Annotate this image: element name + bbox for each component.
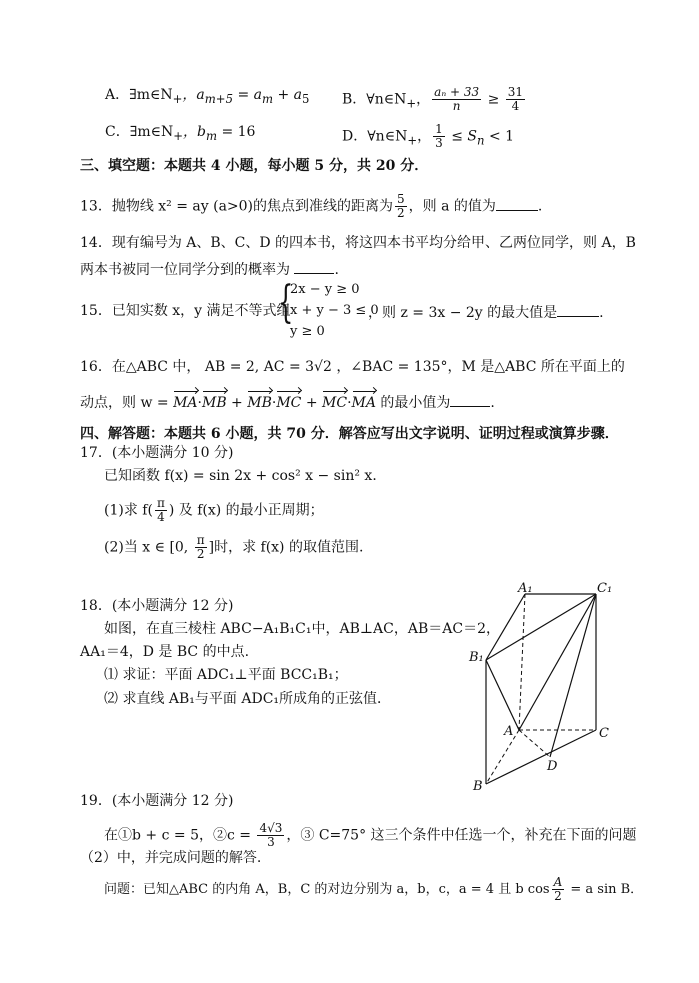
constraint-2: x + y − 3 ≤ 0	[290, 303, 379, 318]
label-c1: C₁	[597, 581, 613, 596]
label-b: B	[473, 779, 483, 794]
option-b: B．$\forall n\in N_+$， $\frac{\text{aₙ + 33}}{n}$ ≥ $\frac{31}{4}$	[342, 85, 524, 113]
question-14-line2: 两本书被同一位同学分到的概率为 .	[80, 259, 339, 279]
answer-blank	[496, 196, 538, 211]
question-19-heading: 19．(本小题满分 12 分)	[80, 793, 234, 809]
question-18-heading: 18．(本小题满分 12 分)	[80, 598, 234, 614]
option-a: A．$\exists m\in N_+$，$a_{m+5} = a_m + a_5$	[105, 87, 310, 106]
question-19-line3: 问题：已知△ABC 的内角 A，B，C 的对边分别为 a，b，c，a = 4 且 b cos $\frac{A}{2}$ = a sin B．	[104, 875, 644, 903]
edge-aa1-hidden	[519, 594, 525, 730]
question-17-line1: 已知函数 f(x) = sin 2x + cos² x − sin² x．	[104, 468, 387, 484]
section-3-heading: 三、填空题：本题共 4 小题，每小题 5 分，共 20 分．	[80, 158, 429, 174]
answer-blank	[450, 392, 490, 407]
question-19-line1: 在①b + c = 5，②c = $\frac{4√3}{3}$ ，③ C=75° 这三个条件中任选一个，补充在下面的问题	[104, 821, 637, 849]
question-18-part1: ⑴ 求证：平面 ADC₁⊥平面 BCC₁B₁；	[104, 667, 348, 683]
prism-figure	[460, 578, 630, 798]
section-4-heading: 四、解答题：本题共 6 小题，共 70 分．解答应写出文字说明、证明过程或演算步骤．	[80, 426, 619, 442]
edge-b1c1	[486, 594, 596, 660]
question-15: 15．已知实数 x，y 满足不等式组	[80, 303, 291, 319]
option-c: C．$\exists m\in N_+$，$b_m = 16$	[105, 124, 256, 143]
constraint-3: y ≥ 0	[290, 324, 325, 339]
label-a1: A₁	[518, 581, 533, 596]
segment-ad-hidden	[519, 730, 550, 757]
constraint-1: 2x − y ≥ 0	[290, 282, 360, 297]
system-brace: {	[278, 277, 294, 328]
label-d: D	[547, 759, 558, 774]
question-17-part2: (2)当 x ∈ [0, $\frac{\pi}{2}$ ]时，求 f(x) 的取值范围.	[104, 533, 364, 561]
question-19-line2: （2）中，并完成问题的解答.	[80, 850, 262, 866]
answer-blank	[557, 302, 599, 317]
edge-a1b1	[486, 594, 525, 660]
question-17-heading: 17．(本小题满分 10 分)	[80, 445, 234, 461]
question-18-line1: 如图，在直三棱柱 ABC−A₁B₁C₁中，AB⊥AC，AB＝AC＝2，	[104, 621, 501, 637]
answer-blank	[294, 259, 334, 274]
question-18-line2: AA₁＝4，D 是 BC 的中点.	[80, 644, 250, 660]
label-b1: B₁	[469, 650, 484, 665]
question-13: 13．抛物线 x² = ay (a>0)的焦点到准线的距离为 $\frac{5}{2}$ ，则 a 的值为 .	[80, 192, 543, 220]
question-17-part1: (1)求 f( $\frac{\pi}{4}$ ) 及 f(x) 的最小正周期；	[104, 496, 324, 524]
question-14-line1: 14．现有编号为 A、B、C、D 的四本书，将这四本书平均分给甲、乙两位同学，则 A，B	[80, 235, 636, 251]
option-d: D．$\forall n\in N_+$， $\frac{1}{3}$ ≤ $S_n < 1$	[342, 122, 515, 150]
question-18-part2: ⑵ 求直线 AB₁与平面 ADC₁所成角的正弦值．	[104, 691, 392, 707]
question-16-line1: 16．在△ABC 中， AB = 2, AC = 3√2 ，∠BAC = 135°，M 是△ABC 所在平面上的	[80, 359, 625, 375]
label-c: C	[599, 726, 609, 741]
question-15-tail: ，则 z = 3x − 2y 的最大值是 .	[368, 302, 604, 322]
segment-dc1	[550, 594, 596, 757]
label-a: A	[504, 724, 514, 739]
segment-ac1	[519, 594, 596, 730]
segment-ab1	[486, 660, 519, 730]
question-16-line2: 动点，则 w = MA·MB + MB·MC + MC·MA 的最小值为 .	[80, 392, 495, 412]
